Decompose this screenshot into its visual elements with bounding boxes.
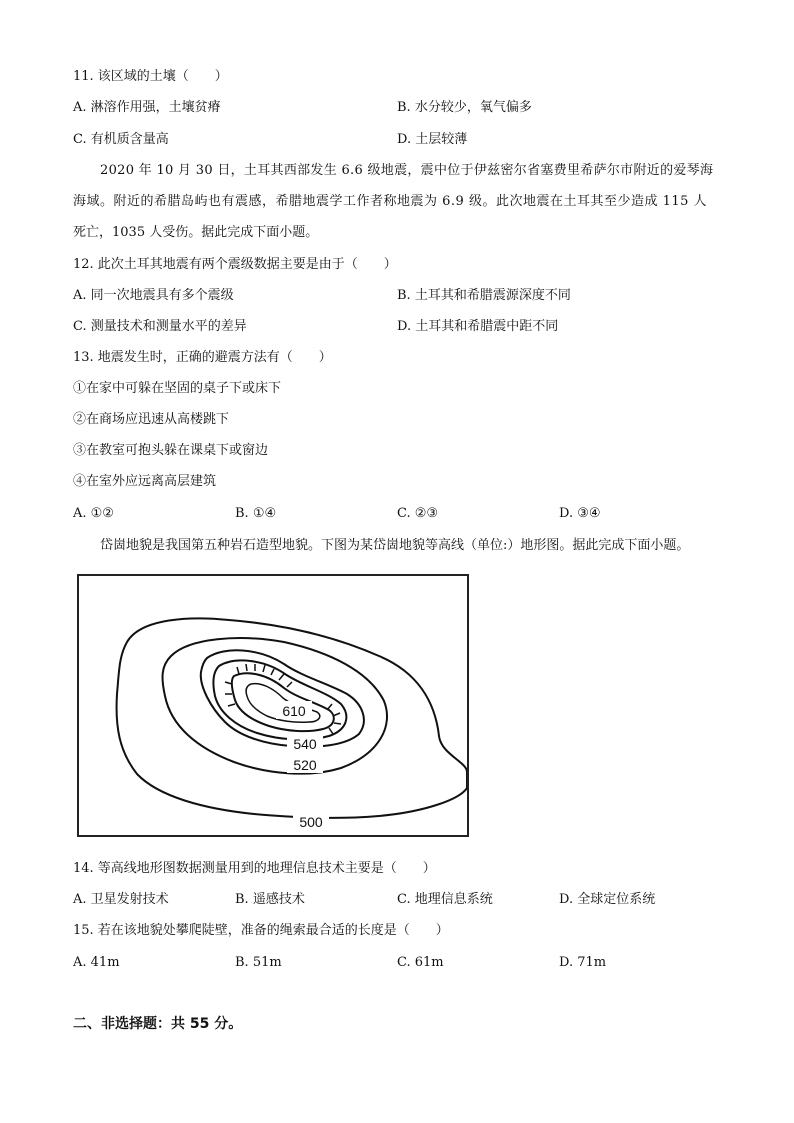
contour-line-540 [201,650,364,746]
passage-1-line-2: 海域。附近的希腊岛屿也有震感，希腊地震学工作者称地震为 6.9 级。此次地震在土耳其至少造成 115 人 [73,194,708,209]
question-13-stem: 13. 地震发生时，正确的避震方法有（ ） [73,350,332,365]
section-2-heading: 二、非选择题：共 55 分。 [73,1016,243,1032]
passage-1-line-3: 死亡，1035 人受伤。据此完成下面小题。 [73,225,319,240]
q12-option-d: D. 土耳其和希腊震中距不同 [397,319,559,334]
q13-option-b: B. ①④ [235,506,277,521]
q14-option-b: B. 遥感技术 [235,892,305,907]
q13-item-2: ②在商场应迅速从高楼跳下 [73,412,230,427]
q15-option-d: D. 71m [559,955,607,970]
q15-option-c: C. 61m [397,955,444,970]
contour-label-540: 540 [293,736,317,752]
q12-option-c: C. 测量技术和测量水平的差异 [73,319,247,334]
contour-map-figure [77,574,469,837]
q13-option-a: A. ①② [73,506,114,521]
q15-option-b: B. 51m [235,955,282,970]
q13-item-4: ④在室外应远离高层建筑 [73,474,217,489]
contour-map [79,576,467,835]
passage-1-line-1: 2020 年 10 月 30 日，土耳其西部发生 6.6 级地震，震中位于伊兹密尔省塞费里希萨尔市附近的爱琴海 [100,163,714,178]
contour-label-520: 520 [293,757,317,773]
question-14-stem: 14. 等高线地形图数据测量用到的地理信息技术主要是（ ） [73,861,436,876]
q11-option-a: A. 淋溶作用强，土壤贫瘠 [73,100,221,115]
contour-label-500: 500 [299,814,323,830]
question-11-stem: 11. 该区域的土壤（ ） [73,69,228,84]
q14-option-c: C. 地理信息系统 [397,892,493,907]
q13-option-c: C. ②③ [397,506,439,521]
q12-option-a: A. 同一次地震具有多个震级 [73,288,234,303]
question-15-stem: 15. 若在该地貌处攀爬陡壁，准备的绳索最合适的长度是（ ） [73,923,449,938]
q11-option-d: D. 土层较薄 [397,132,468,147]
q13-option-d: D. ③④ [559,506,601,521]
contour-label-610: 610 [282,703,306,719]
question-12-stem: 12. 此次土耳其地震有两个震级数据主要是由于（ ） [73,257,397,272]
q15-option-a: A. 41m [73,955,120,970]
passage-2: 岱崮地貌是我国第五种岩石造型地貌。下图为某岱崮地貌等高线（单位:）地形图。据此完成下面小题。 [100,538,690,553]
q13-item-3: ③在教室可抱头躲在课桌下或窗边 [73,443,269,458]
q11-option-c: C. 有机质含量高 [73,132,169,147]
q12-option-b: B. 土耳其和希腊震源深度不同 [397,288,571,303]
q14-option-d: D. 全球定位系统 [559,892,656,907]
q11-option-b: B. 水分较少，氧气偏多 [397,100,532,115]
q14-option-a: A. 卫星发射技术 [73,892,169,907]
q13-item-1: ①在家中可躲在坚固的桌子下或床下 [73,381,282,396]
